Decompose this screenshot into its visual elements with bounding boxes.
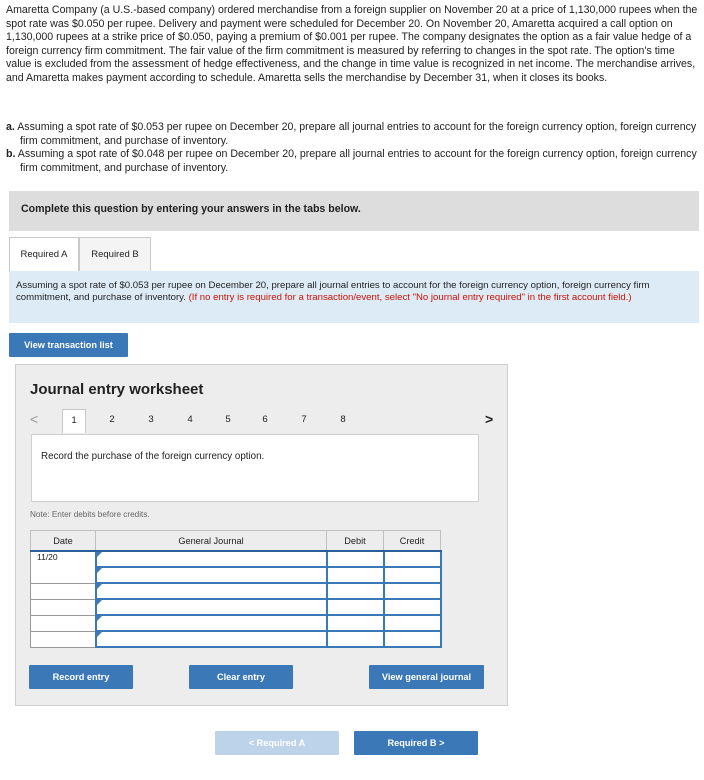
problem-statement: Amaretta Company (a U.S.-based company) ordered merchandise from a foreign supplier on November 20 at a price of 1,130,000 rupees when the spot rate was $0.050 per rupee. Delivery and payment were scheduled for December 20. On November 20, Amaretta acquired a call option on 1,130,000 rupees at a strike price of $0.050, paying a premium of $0.001 per rupee. The company designates the option as a fair value hedge of a foreign currency firm commitment. The fair value of the firm commitment is measured by referring to changes in the spot rate. The option's time value is excluded from the assessment of hedge effectiveness, and the change in time value is recognized in net income. The merchandise arrives, and Amaretta makes payment according to schedule. Amaretta sells the merchandise by December 31, when it closes its books. bbox=[6, 4, 698, 84]
debit-field[interactable] bbox=[327, 615, 384, 631]
worksheet-title: Journal entry worksheet bbox=[30, 381, 204, 398]
credit-header: Credit bbox=[384, 531, 441, 552]
debit-credit-note: Note: Enter debits before credits. bbox=[30, 510, 150, 519]
dropdown-marker-icon bbox=[97, 552, 102, 557]
instructions-banner: Complete this question by entering your answers in the tabs below. bbox=[9, 191, 699, 231]
table-row bbox=[31, 551, 441, 567]
journal-table bbox=[30, 530, 442, 648]
page-3[interactable]: 3 bbox=[148, 414, 154, 425]
account-field[interactable] bbox=[96, 583, 327, 599]
date-cell bbox=[31, 583, 96, 599]
page-1[interactable]: 1 bbox=[62, 409, 86, 433]
account-field[interactable] bbox=[96, 615, 327, 631]
general-journal-header: General Journal bbox=[96, 531, 327, 552]
dropdown-marker-icon bbox=[97, 584, 102, 589]
debit-field[interactable] bbox=[327, 599, 384, 615]
table-row bbox=[31, 615, 441, 631]
tab-required-b[interactable]: Required B bbox=[79, 237, 151, 272]
tab-instruction-panel bbox=[9, 271, 699, 323]
credit-field[interactable] bbox=[384, 551, 441, 567]
view-general-journal-button[interactable]: View general journal bbox=[369, 665, 484, 689]
credit-field[interactable] bbox=[384, 615, 441, 631]
page-6[interactable]: 6 bbox=[262, 414, 268, 425]
debit-field[interactable] bbox=[327, 567, 384, 583]
account-field[interactable] bbox=[96, 567, 327, 583]
view-transaction-list-button[interactable]: View transaction list bbox=[9, 333, 128, 357]
debit-field[interactable] bbox=[327, 583, 384, 599]
page-2[interactable]: 2 bbox=[109, 414, 115, 425]
instruction-hint: (If no entry is required for a transaction/event, select "No journal entry required" in the first account field.) bbox=[188, 292, 632, 303]
part-a: a. Assuming a spot rate of $0.053 per rupee on December 20, prepare all journal entries to account for the foreign currency option, foreign currency firm commitment, and purchase of inventory. bbox=[6, 121, 697, 147]
date-cell bbox=[31, 599, 96, 615]
credit-field[interactable] bbox=[384, 631, 441, 647]
debit-field[interactable] bbox=[327, 631, 384, 647]
page-4[interactable]: 4 bbox=[187, 414, 193, 425]
credit-field[interactable] bbox=[384, 567, 441, 583]
table-row bbox=[31, 583, 441, 599]
prev-entry-icon[interactable]: < bbox=[30, 411, 39, 427]
page-5[interactable]: 5 bbox=[225, 414, 231, 425]
date-header: Date bbox=[31, 531, 96, 552]
question-parts bbox=[6, 121, 698, 175]
credit-field[interactable] bbox=[384, 583, 441, 599]
account-field[interactable] bbox=[96, 631, 327, 647]
tab-required-a[interactable]: Required A bbox=[9, 237, 79, 272]
clear-entry-button[interactable]: Clear entry bbox=[189, 665, 293, 689]
prev-required-a-button[interactable]: < Required A bbox=[215, 731, 339, 755]
date-cell bbox=[31, 631, 96, 647]
entry-description-box bbox=[31, 434, 479, 502]
table-row bbox=[31, 599, 441, 615]
debit-field[interactable] bbox=[327, 551, 384, 567]
debit-header: Debit bbox=[327, 531, 384, 552]
dropdown-marker-icon bbox=[97, 568, 102, 573]
date-cell: 11/20 bbox=[31, 551, 96, 583]
record-entry-button[interactable]: Record entry bbox=[29, 665, 133, 689]
instruction-text: Assuming a spot rate of $0.053 per rupee on December 20, prepare all journal entries to account for the foreign currency option, foreign currency firm commitment, and purchase of inventory. bbox=[16, 280, 650, 303]
next-required-b-button[interactable]: Required B > bbox=[354, 731, 478, 755]
dropdown-marker-icon bbox=[97, 600, 102, 605]
next-entry-icon[interactable]: > bbox=[485, 411, 494, 427]
page-8[interactable]: 8 bbox=[340, 414, 346, 425]
dropdown-marker-icon bbox=[97, 616, 102, 621]
credit-field[interactable] bbox=[384, 599, 441, 615]
entry-pagination bbox=[26, 409, 496, 431]
account-field[interactable] bbox=[96, 551, 327, 567]
date-cell bbox=[31, 615, 96, 631]
part-b: b. Assuming a spot rate of $0.048 per rupee on December 20, prepare all journal entries to account for the foreign currency option, foreign currency firm commitment, and purchase of inventory. bbox=[6, 148, 697, 174]
table-row bbox=[31, 631, 441, 647]
dropdown-marker-icon bbox=[97, 632, 102, 637]
account-field[interactable] bbox=[96, 599, 327, 615]
page-7[interactable]: 7 bbox=[301, 414, 307, 425]
entry-description: Record the purchase of the foreign currency option. bbox=[41, 451, 265, 462]
journal-entry-worksheet bbox=[15, 364, 508, 706]
